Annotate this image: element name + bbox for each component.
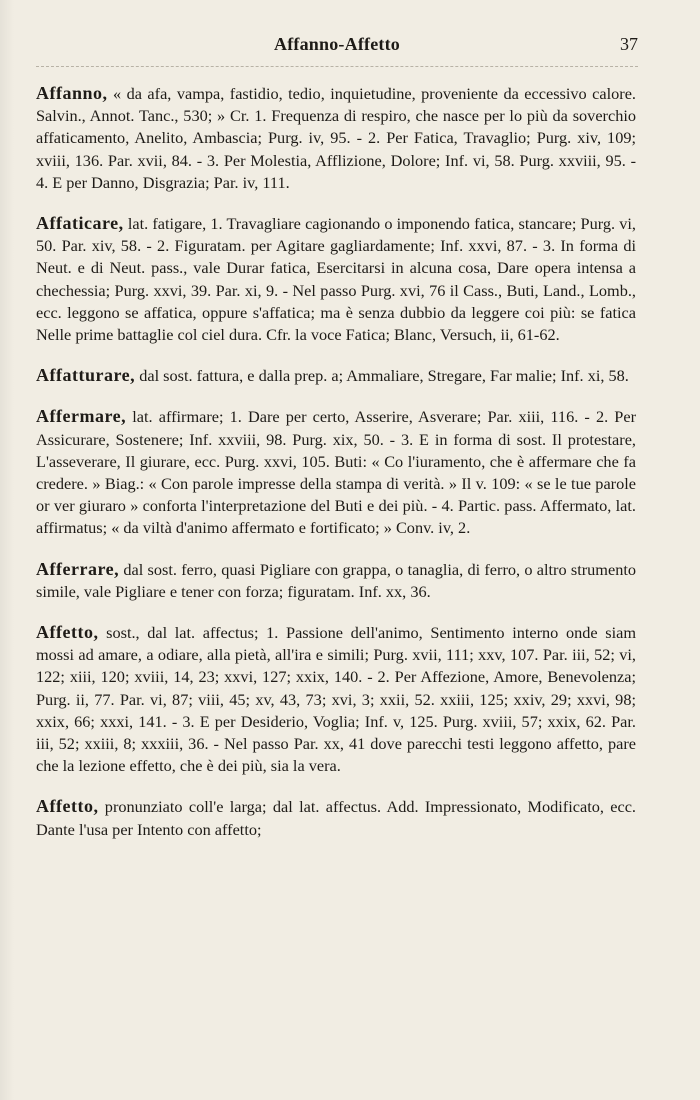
entry-headword: Afferrare, <box>36 558 120 579</box>
dictionary-entry <box>36 558 636 603</box>
running-head: Affanno-Affetto <box>274 34 400 54</box>
page-edge-shadow <box>0 0 14 1100</box>
entry-headword: Affanno, <box>36 83 108 103</box>
entry-text: sost., dal lat. affectus; 1. Passione dell'animo, Sentimento interno onde siam mossi ad amare, a odiare, alla pietà, all'ira e simili; Purg. xvii, 111; xxv, 107. Par. iii, 52; vi, 122; xiii, 120; xviii, 14, 23; xxvi, 127; xxix, 140. - 2. Per Affezione, Amore, Benevolenza; Purg. ii, 77. Par. vi, 87; viii, 45; xv, 43, 73; xvi, 3; xxii, 52. xxiii, 125; xxiv, 29; xxvi, 98; xxix, 66; xxxi, 141. - 3. E per Desiderio, Voglia; Inf. v, 125. Purg. xviii, 57; xxix, 62. Par. iii, 52; xxiii, 8; xxxiii, 36. - Nel passo Par. xx, 41 dove parecchi testi leggono affetto, pare che la lezione effetto, che è dei più, sia la vera. <box>36 623 637 776</box>
entry-headword: Affetto, <box>36 622 99 643</box>
dictionary-column <box>36 82 636 859</box>
dictionary-entry <box>36 621 636 777</box>
entry-text: pronunziato coll'e larga; dal lat. affectus. Add. Impressionato, Modificato, ecc. Dante l'usa per Intento con affetto; <box>36 797 636 839</box>
entry-headword: Affatturare, <box>36 365 136 386</box>
header-rule <box>36 66 638 67</box>
dictionary-entry <box>36 795 636 840</box>
entry-text: « da afa, vampa, fastidio, tedio, inquietudine, proveniente da eccessivo calore. Salvin., Annot. Tanc., 530; » Cr. 1. Frequenza di respiro, che nasce per lo più da soverchio affaticamento, Anelito, Ambascia; Purg. iv, 95. - 2. Per Fatica, Travaglio; Purg. xiv, 109; xviii, 136. Par. xvii, 84. - 3. Per Molestia, Afflizione, Dolore; Inf. vi, 58. Purg. xxviii, 95. - 4. E per Danno, Disgrazia; Par. iv, 111. <box>36 84 636 192</box>
entry-headword: Affaticare, <box>36 213 124 234</box>
entry-text: dal sost. ferro, quasi Pigliare con grappa, o tanaglia, di ferro, o altro strumento simile, vale Pigliare e tener con forza; figuratam. Inf. xx, 36. <box>36 559 636 601</box>
dictionary-entry <box>36 82 636 194</box>
dictionary-entry <box>36 364 636 387</box>
page-header <box>36 34 638 64</box>
entry-text: lat. fatigare, 1. Travagliare cagionando o imponendo fatica, stancare; Purg. vi, 50. Par. xiv, 58. - 2. Figuratam. per Agitare gagliardamente; Inf. xxvi, 87. - 3. In forma di Neut. e di Neut. pass., vale Durar fatica, Esercitarsi in alcuna cosa, Dare opera intensa a chechessia; Purg. xxvi, 39. Par. xi, 9. - Nel passo Purg. xvi, 76 il Cass., Buti, Land., Lomb., ecc. leggono se affatica, oppure s'affatica; ma è senza dubbio da leggere coi più: se fatica Nelle prime battaglie col ciel dura. Cfr. la voce Fatica; Blanc, Versuch, ii, 61-62. <box>36 214 636 345</box>
entry-headword: Affetto, <box>36 796 99 817</box>
entry-headword: Affermare, <box>36 406 127 427</box>
entry-text: lat. affirmare; 1. Dare per certo, Asserire, Asverare; Par. xiii, 116. - 2. Per Assicurare, Sostenere; Inf. xxviii, 98. Purg. xix, 50. - 3. E in forma di sost. Il protestare, L'asseverare, Il giurare, ecc. Purg. xxvi, 105. Buti: « Co l'iuramento, che è affermare che fa credere. » Biag.: « Con parole impresse della stampa di verità. » Il v. 109: « se le tue parole or ver giuraro » conforta l'interpretazione del Buti e dei più. - 4. Partic. pass. Affermato, lat. affirmatus; « da viltà d'animo affermato e fortificato; » Conv. iv, 2. <box>36 407 636 538</box>
dictionary-entry <box>36 212 636 346</box>
page-number: 37 <box>620 34 638 54</box>
dictionary-entry <box>36 405 636 539</box>
entry-text: dal sost. fattura, e dalla prep. a; Ammaliare, Stregare, Far malie; Inf. xi, 58. <box>139 366 629 386</box>
